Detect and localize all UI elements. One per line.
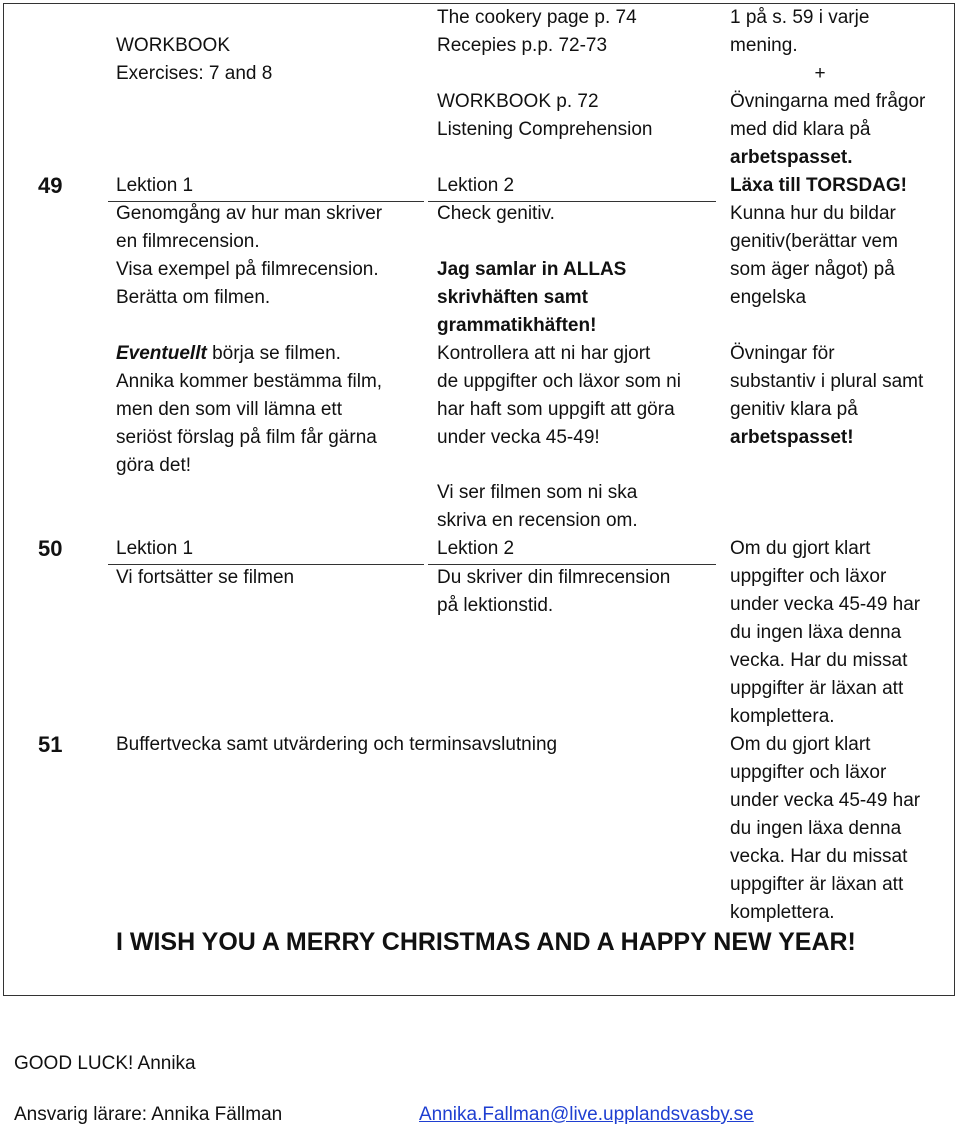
lesson1-line: Berätta om filmen. — [116, 287, 271, 308]
eventuellt-emphasis: Eventuellt — [116, 343, 207, 364]
homework-line: uppgifter är läxan att — [730, 678, 904, 699]
homework-line: engelska — [730, 287, 807, 308]
lesson2-line: på lektionstid. — [437, 595, 554, 616]
lesson1-line: seriöst förslag på film får gärna — [116, 427, 377, 448]
lesson2-line: Kontrollera att ni har gjort — [437, 343, 651, 364]
week51-text: Buffertvecka samt utvärdering och terminsavslutning — [116, 734, 558, 755]
week-number-51: 51 — [38, 732, 63, 757]
lesson2-line: de uppgifter och läxor som ni — [437, 371, 681, 392]
lesson1-line: men den som vill lämna ett — [116, 399, 342, 420]
homework-plus: + — [814, 63, 826, 84]
listening-label: Listening Comprehension — [437, 119, 653, 140]
lesson2-line: under vecka 45-49! — [437, 427, 600, 448]
homework-line: Övningar för — [730, 343, 835, 364]
homework-line: du ingen läxa denna — [730, 818, 902, 839]
lesson2-line: skriva en recension om. — [437, 510, 638, 531]
responsible-teacher: Ansvarig lärare: Annika Fällman — [14, 1104, 283, 1125]
homework-line: Om du gjort klart — [730, 734, 871, 755]
homework-line: med did klara på — [730, 119, 871, 140]
homework-line: Kunna hur du bildar — [730, 203, 896, 224]
teacher-email-link[interactable]: Annika.Fallman@live.upplandsvasby.se — [419, 1104, 754, 1125]
cookery-page-label: The cookery page p. 74 — [437, 7, 637, 28]
workbook-label: WORKBOOK — [116, 35, 231, 56]
lesson1-line: Annika kommer bestämma film, — [116, 371, 383, 392]
lesson1-line: Vi fortsätter se filmen — [116, 567, 295, 588]
homework-title: Läxa till TORSDAG! — [730, 175, 908, 196]
lesson2-line: Jag samlar in ALLAS — [437, 259, 627, 280]
lesson2-title: Lektion 2 — [437, 175, 515, 196]
homework-line: genitiv klara på — [730, 399, 858, 420]
homework-line: arbetspasset. — [730, 147, 853, 168]
lesson2-line: Du skriver din filmrecension — [437, 567, 671, 588]
homework-line: 1 på s. 59 i varje — [730, 7, 870, 28]
lesson1-line-rest: börja se filmen. — [212, 343, 341, 364]
homework-line: vecka. Har du missat — [730, 650, 908, 671]
homework-line: arbetspasset! — [730, 427, 854, 448]
lesson2-line: skrivhäften samt — [437, 287, 589, 308]
homework-line: uppgifter och läxor — [730, 566, 887, 587]
lesson2-line: Vi ser filmen som ni ska — [437, 482, 638, 503]
lesson2-line: Check genitiv. — [437, 203, 555, 224]
holiday-greeting: I WISH YOU A MERRY CHRISTMAS AND A HAPPY NEW YEAR! — [116, 928, 856, 956]
exercises-label: Exercises: 7 and 8 — [116, 63, 273, 84]
lesson2-title: Lektion 2 — [437, 538, 515, 559]
good-luck-signoff: GOOD LUCK! Annika — [14, 1053, 196, 1074]
lesson1-title: Lektion 1 — [116, 175, 194, 196]
homework-line: Om du gjort klart — [730, 538, 871, 559]
homework-line: uppgifter och läxor — [730, 762, 887, 783]
homework-line: under vecka 45-49 har — [730, 594, 921, 615]
week-number-49: 49 — [38, 173, 63, 198]
workbook-page-label: WORKBOOK p. 72 — [437, 91, 599, 112]
week-number-50: 50 — [38, 536, 63, 561]
homework-line: vecka. Har du missat — [730, 846, 908, 867]
homework-line: du ingen läxa denna — [730, 622, 902, 643]
homework-line: under vecka 45-49 har — [730, 790, 921, 811]
lesson1-line — [116, 340, 341, 368]
homework-line: uppgifter är läxan att — [730, 874, 904, 895]
lesson1-line: Visa exempel på filmrecension. — [116, 259, 379, 280]
lesson1-title: Lektion 1 — [116, 538, 194, 559]
homework-line: Övningarna med frågor — [730, 91, 926, 112]
homework-line: substantiv i plural samt — [730, 371, 924, 392]
lesson2-line: har haft som uppgift att göra — [437, 399, 675, 420]
homework-line: som äger något) på — [730, 259, 895, 280]
lesson2-line: grammatikhäften! — [437, 315, 597, 336]
lesson1-line: en filmrecension. — [116, 231, 260, 252]
homework-line: mening. — [730, 35, 798, 56]
homework-line: genitiv(berättar vem — [730, 231, 898, 252]
recipes-label: Recepies p.p. 72-73 — [437, 35, 608, 56]
homework-line: komplettera. — [730, 902, 835, 923]
homework-line: komplettera. — [730, 706, 835, 727]
lesson1-line: göra det! — [116, 455, 191, 476]
lesson1-line: Genomgång av hur man skriver — [116, 203, 383, 224]
